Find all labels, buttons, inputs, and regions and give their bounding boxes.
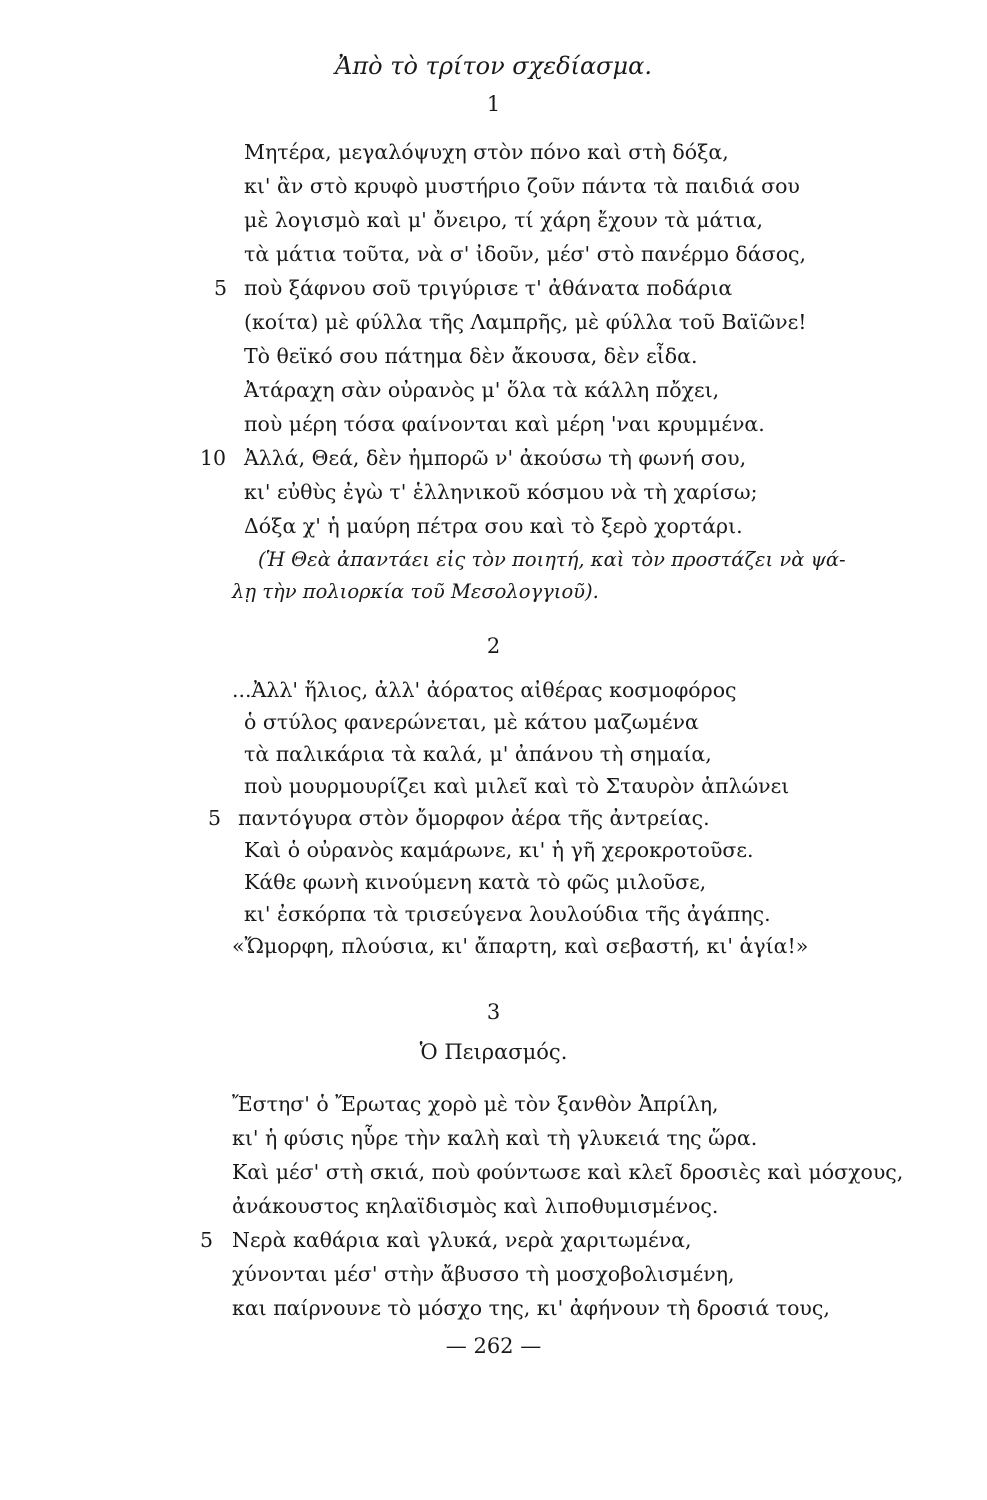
- line-text: Τὸ θεϊκό σου πάτημα δὲν ἄκουσα, δὲν εἶδα.: [244, 344, 698, 368]
- section-number-2: 2: [486, 634, 501, 658]
- line-text: κι' ἐσκόρπα τὰ τρισεύγενα λουλούδια τῆς ἀγάπης.: [244, 902, 771, 926]
- line-text: Μητέρα, μεγαλόψυχη στὸν πόνο καὶ στὴ δόξα,: [244, 140, 729, 164]
- line-text: Δόξα χ' ἡ μαύρη πέτρα σου καὶ τὸ ξερὸ χορτάρι.: [244, 514, 743, 538]
- line-text: κι' εὐθὺς ἐγὼ τ' ἑλληνικοῦ κόσμου νὰ τὴ χαρίσω;: [244, 480, 758, 504]
- line-text: κι' ἡ φύσις ηὗρε τὴν καλὴ καὶ τὴ γλυκειά της ὥρα.: [232, 1126, 758, 1150]
- line-text: Ἀλλά, Θεά, δὲν ἠμπορῶ ν' ἀκούσω τὴ φωνή σου,: [244, 446, 747, 470]
- section-subtitle: Ὁ Πειρασμός.: [419, 1040, 568, 1064]
- line-text: ποὺ ξάφνου σοῦ τριγύρισε τ' ἀθάνατα ποδάρια: [244, 276, 733, 300]
- line-text: κι' ἂν στὸ κρυφὸ μυστήριο ζοῦν πάντα τὰ παιδιά σου: [244, 174, 800, 198]
- line-text: Νερὰ καθάρια καὶ γλυκά, νερὰ χαριτωμένα,: [232, 1228, 692, 1252]
- line-text: μὲ λογισμὸ καὶ μ' ὄνειρο, τί χάρη ἔχουν τὰ μάτια,: [244, 208, 764, 232]
- line-text: ποὺ μουρμουρίζει καὶ μιλεῖ καὶ τὸ Σταυρὸν ἁπλώνει: [244, 774, 790, 798]
- stage-direction-line: (Ἡ Θεὰ ἀπαντάει εἰς τὸν ποιητή, καὶ τὸν προστάζει νὰ ψά-: [258, 548, 846, 571]
- line-number: 5: [214, 276, 228, 300]
- page-number: — 262 —: [445, 1334, 542, 1358]
- line-text: τὰ μάτια τοῦτα, νὰ σ' ἰδοῦν, μέσ' στὸ πανέρμο δάσος,: [244, 242, 807, 266]
- line-number: 5: [208, 806, 222, 830]
- page-heading: Ἀπὸ τὸ τρίτον σχεδίασμα.: [335, 52, 652, 80]
- line-text: «Ὤμορφη, πλούσια, κι' ἄπαρτη, καὶ σεβαστή, κι' ἁγία!»: [232, 934, 809, 958]
- line-text: χύνονται μέσ' στὴν ἄβυσσο τὴ μοσχοβολισμένη,: [232, 1262, 735, 1286]
- line-number: 10: [200, 446, 227, 470]
- line-text: ἀνάκουστος κηλαϊδισμὸς καὶ λιποθυμισμένος.: [232, 1194, 719, 1218]
- line-text: (κοίτα) μὲ φύλλα τῆς Λαμπρῆς, μὲ φύλλα τοῦ Βαϊῶνε!: [244, 310, 807, 334]
- line-text: ποὺ μέρη τόσα φαίνονται καὶ μέρη 'ναι κρυμμένα.: [244, 412, 765, 436]
- line-number: 5: [200, 1228, 214, 1252]
- line-text: Ἔστησ' ὁ Ἔρωτας χορὸ μὲ τὸν ξανθὸν Ἀπρίλη,: [232, 1092, 719, 1116]
- line-text: Κάθε φωνὴ κινούμενη κατὰ τὸ φῶς μιλοῦσε,: [244, 870, 707, 894]
- line-text: Καὶ μέσ' στὴ σκιά, ποὺ φούντωσε καὶ κλεῖ δροσιὲς καὶ μόσχους,: [232, 1160, 904, 1184]
- line-text: Ἀτάραχη σὰν οὐρανὸς μ' ὅλα τὰ κάλλη πὄχει,: [244, 378, 720, 402]
- section-number-1: 1: [486, 92, 501, 116]
- line-text: παντόγυρα στὸν ὄμορφον ἀέρα τῆς ἀντρείας.: [238, 806, 710, 830]
- line-text: Καὶ ὁ οὐρανὸς καμάρωνε, κι' ἡ γῆ χεροκροτοῦσε.: [244, 838, 754, 862]
- line-text: τὰ παλικάρια τὰ καλά, μ' ἀπάνου τὴ σημαία,: [244, 742, 712, 766]
- line-text: ὁ στύλος φανερώνεται, μὲ κάτου μαζωμένα: [244, 710, 699, 734]
- stage-direction-line: λῃ τὴν πολιορκία τοῦ Μεσολογγιοῦ).: [232, 580, 599, 603]
- section-number-3: 3: [486, 1000, 501, 1024]
- line-text: και παίρνουνε τὸ μόσχο της, κι' ἀφήνουν τὴ δροσιά τους,: [232, 1296, 830, 1320]
- line-text: ...Ἀλλ' ἥλιος, ἀλλ' ἀόρατος αἰθέρας κοσμοφόρος: [232, 678, 737, 702]
